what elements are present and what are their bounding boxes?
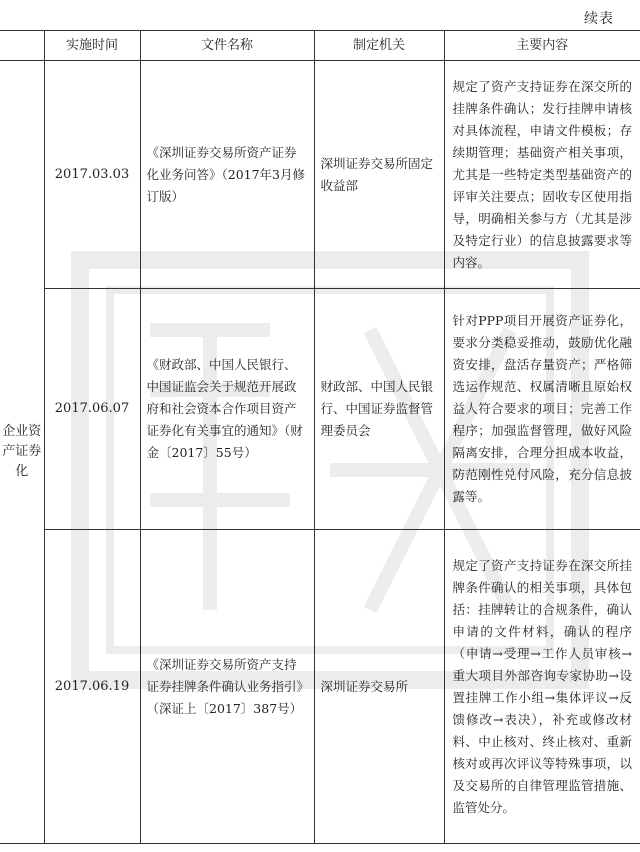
header-date: 实施时间: [44, 31, 140, 61]
category-cell: 企业资产证券化: [0, 61, 44, 844]
document-name-cell: 《深圳证券交易所资产支持证券挂牌条件确认业务指引》（深证上〔2017〕387号）: [140, 530, 314, 844]
document-name-cell: 《财政部、中国人民银行、中国证监会关于规范开展政府和社会资本合作项目资产证券化有关事宜的通知》（财金〔2017〕55号）: [140, 289, 314, 530]
content-cell: 规定了资产支持证券在深交所的挂牌条件确认；发行挂牌申请核对具体流程，申请文件模板；存续期管理；基础资产相关事项，尤其是一些特定类型基础资产的评审关注要点；固收专区使用指导，明确相关参与方（尤其是涉及特定行业）的信息披露要求等内容。: [444, 61, 640, 289]
header-agency: 制定机关: [314, 31, 444, 61]
regulation-table: [0, 30, 640, 844]
header-content: 主要内容: [444, 31, 640, 61]
header-row: [0, 31, 640, 61]
table-row: [0, 61, 640, 289]
table-row: [0, 530, 640, 844]
header-category: [0, 31, 44, 61]
header-document-name: 文件名称: [140, 31, 314, 61]
agency-cell: 财政部、中国人民银行、中国证券监督管理委员会: [314, 289, 444, 530]
document-name-cell: 《深圳证券交易所资产证券化业务问答》（2017年3月修订版）: [140, 61, 314, 289]
date-cell: 2017.06.19: [44, 530, 140, 844]
agency-cell: 深圳证券交易所固定收益部: [314, 61, 444, 289]
content-cell: 规定了资产支持证券在深交所挂牌条件确认的相关事项，具体包括：挂牌转让的合规条件，确认申请的文件材料，确认的程序（申请→受理→工作人员审核→重大项目外部咨询专家协助→设置挂牌工作小组→集体评议→反馈修改→表决），补充或修改材料、中止核对、终止核对、重新核对或再次评议等特殊事项，以及交易所的自律管理监管措施、监管处分。: [444, 530, 640, 844]
date-cell: 2017.06.07: [44, 289, 140, 530]
continuation-label: 续表: [584, 11, 614, 27]
agency-cell: 深圳证券交易所: [314, 530, 444, 844]
content-cell: 针对PPP项目开展资产证券化，要求分类稳妥推动，鼓励优化融资安排，盘活存量资产；严格筛选运作规范、权属清晰且原始权益人符合要求的项目；完善工作程序；加强监督管理，做好风险隔离安排，合理分担成本收益，防范刚性兑付风险，充分信息披露等。: [444, 289, 640, 530]
table-row: [0, 289, 640, 530]
date-cell: 2017.03.03: [44, 61, 140, 289]
